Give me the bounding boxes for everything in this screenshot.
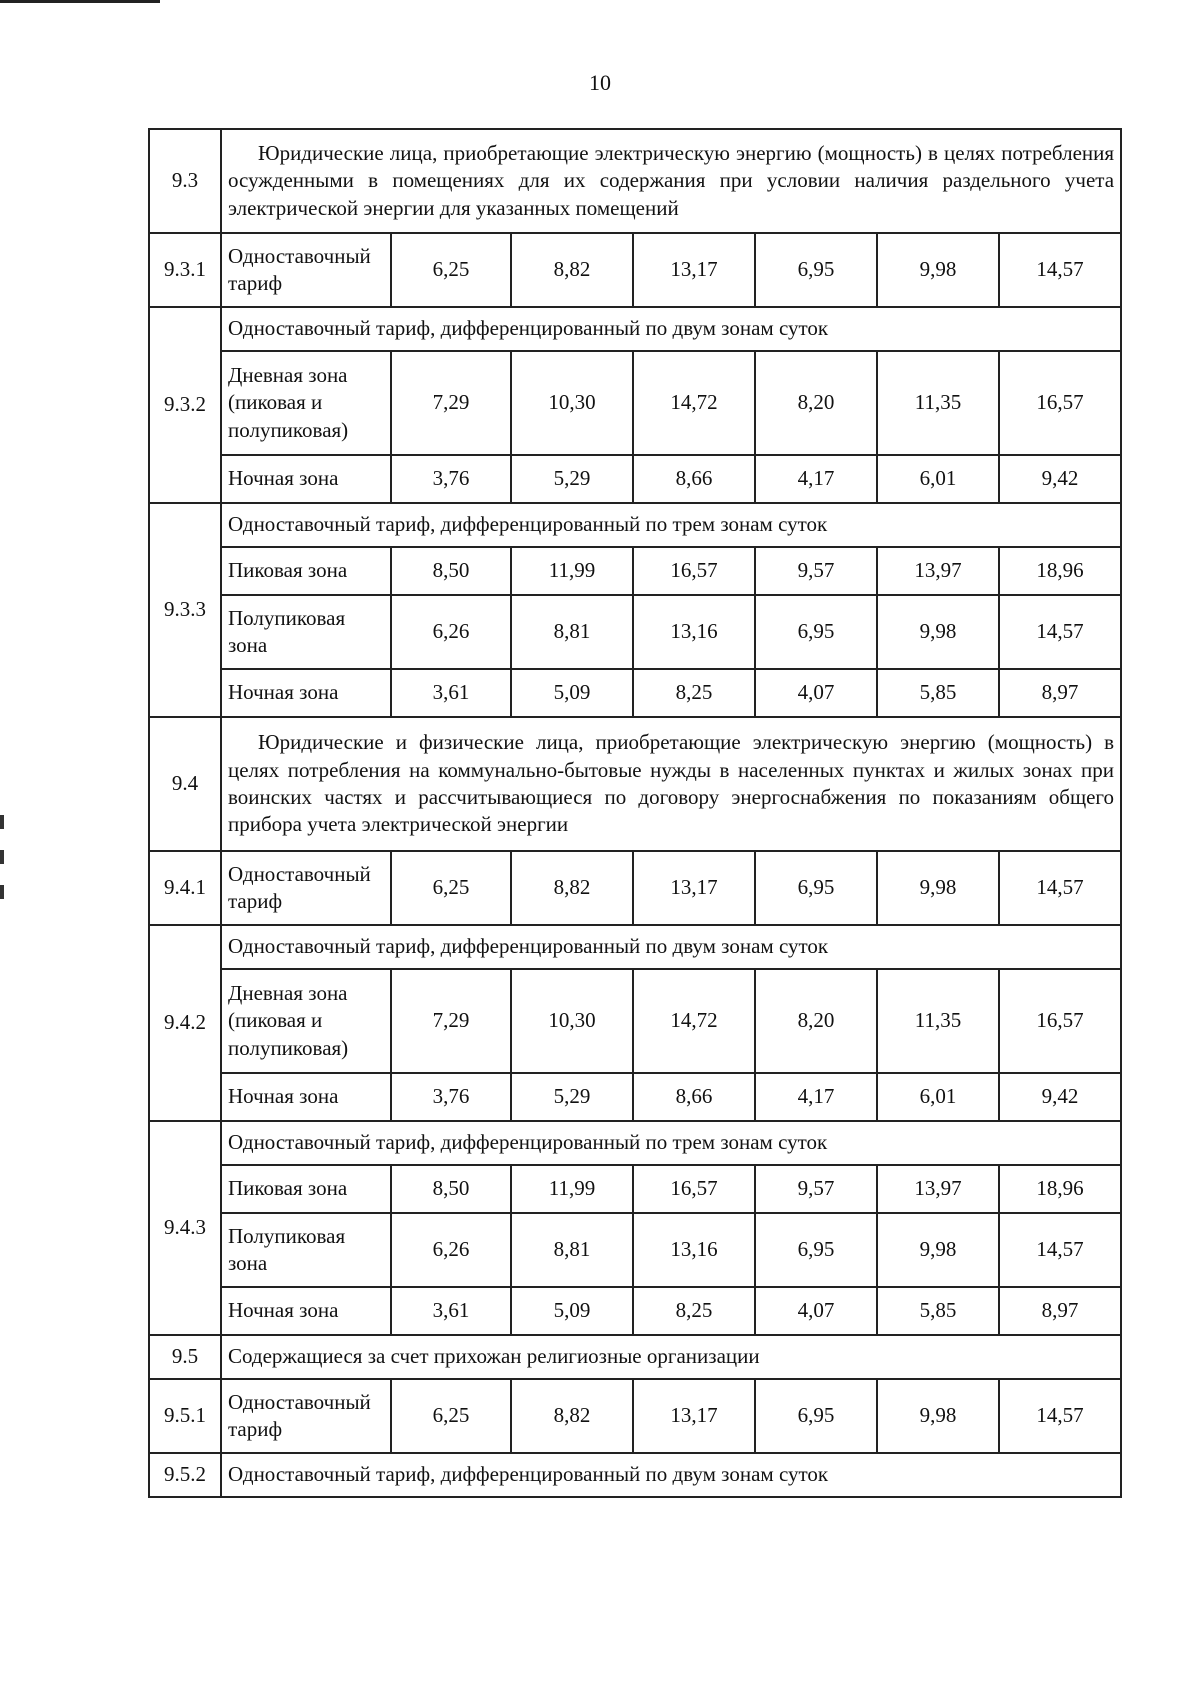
zone-label: Ночная зона: [221, 1073, 391, 1121]
tariff-value: 8,82: [511, 1379, 633, 1453]
tariff-value: 8,66: [633, 1073, 755, 1121]
row-code: 9.3.3: [149, 503, 221, 717]
tariff-value: 9,42: [999, 1073, 1121, 1121]
row-code: 9.4.2: [149, 925, 221, 1121]
row-code: 9.3: [149, 129, 221, 233]
zone-label: Дневная зона (пиковая и полупиковая): [221, 969, 391, 1073]
tariff-value: 3,61: [391, 1287, 511, 1335]
tariff-value: 9,98: [877, 1379, 999, 1453]
tariff-value: 14,72: [633, 969, 755, 1073]
table-row: [149, 925, 1121, 969]
tariff-value: 11,35: [877, 351, 999, 455]
tariff-value: 8,97: [999, 1287, 1121, 1335]
tariff-value: 5,85: [877, 1287, 999, 1335]
tariff-value: 3,61: [391, 669, 511, 717]
row-code: 9.4: [149, 717, 221, 851]
tariff-value: 14,57: [999, 851, 1121, 925]
page-number: 10: [589, 70, 611, 95]
table-row: [149, 455, 1121, 503]
tariff-label: Одноставочный тариф: [221, 233, 391, 307]
tariff-value: 16,57: [999, 969, 1121, 1073]
tariff-value: 6,95: [755, 851, 877, 925]
zone-label: Ночная зона: [221, 455, 391, 503]
tariff-value: 6,25: [391, 851, 511, 925]
tariff-value: 9,98: [877, 595, 999, 669]
tariff-value: 14,57: [999, 595, 1121, 669]
tariff-value: 18,96: [999, 547, 1121, 595]
row-code: 9.3.1: [149, 233, 221, 307]
tariff-value: 4,07: [755, 669, 877, 717]
table-row: [149, 1453, 1121, 1497]
tariff-value: 16,57: [633, 1165, 755, 1213]
tariff-value: 6,25: [391, 233, 511, 307]
table-row: [149, 1287, 1121, 1335]
tariff-value: 9,57: [755, 1165, 877, 1213]
zone-label: Полупиковая зона: [221, 595, 391, 669]
tariff-value: 8,82: [511, 233, 633, 307]
table-row: [149, 669, 1121, 717]
tariff-label: Одноставочный тариф: [221, 1379, 391, 1453]
tariff-value: 6,25: [391, 1379, 511, 1453]
table-row: [149, 851, 1121, 925]
tariff-value: 6,26: [391, 595, 511, 669]
table-row: [149, 351, 1121, 455]
row-code: 9.5.1: [149, 1379, 221, 1453]
top-rule: [0, 0, 160, 3]
row-code: 9.4.1: [149, 851, 221, 925]
section-text: Юридические и физические лица, приобретающие электрическую энергию (мощность) в целях потребления на коммунально-бытовые нужды в населенных пунктах и жилых зонах при воинских частях и рассчитывающиеся по договору энергоснабжения по показаниям общего прибора учета электрической энергии: [228, 730, 1115, 837]
tariff-label: Одноставочный тариф: [221, 851, 391, 925]
table-row: [149, 1121, 1121, 1165]
tariff-value: 6,95: [755, 233, 877, 307]
tariff-value: 3,76: [391, 1073, 511, 1121]
tariff-value: 9,98: [877, 851, 999, 925]
tariff-value: 8,97: [999, 669, 1121, 717]
table-row: [149, 547, 1121, 595]
section-heading: [221, 717, 1121, 851]
tariff-value: 7,29: [391, 351, 511, 455]
margin-mark: [0, 815, 4, 829]
tariff-value: 6,26: [391, 1213, 511, 1287]
zone-label: Полупиковая зона: [221, 1213, 391, 1287]
tariff-value: 5,85: [877, 669, 999, 717]
tariff-value: 8,20: [755, 351, 877, 455]
tariff-value: 5,29: [511, 455, 633, 503]
table-row: [149, 717, 1121, 851]
tariff-value: 7,29: [391, 969, 511, 1073]
table-row: [149, 1379, 1121, 1453]
tariff-value: 8,50: [391, 1165, 511, 1213]
table-row: [149, 233, 1121, 307]
tariff-value: 11,99: [511, 1165, 633, 1213]
table-row: [149, 1335, 1121, 1379]
subsection-heading: Одноставочный тариф, дифференцированный по двум зонам суток: [221, 925, 1121, 969]
tariff-value: 9,98: [877, 233, 999, 307]
subsection-heading: Одноставочный тариф, дифференцированный по двум зонам суток: [221, 307, 1121, 351]
tariff-value: 16,57: [633, 547, 755, 595]
subsection-heading: Одноставочный тариф, дифференцированный по трем зонам суток: [221, 503, 1121, 547]
tariff-value: 3,76: [391, 455, 511, 503]
section-text: Юридические лица, приобретающие электрическую энергию (мощность) в целях потребления осужденными в помещениях для их содержания при условии наличия раздельного учета электрической энергии для указанных помещений: [228, 141, 1115, 220]
tariff-value: 9,98: [877, 1213, 999, 1287]
tariff-value: 18,96: [999, 1165, 1121, 1213]
tariff-value: 13,97: [877, 1165, 999, 1213]
subsection-heading: Одноставочный тариф, дифференцированный по трем зонам суток: [221, 1121, 1121, 1165]
tariff-value: 11,35: [877, 969, 999, 1073]
tariff-value: 4,17: [755, 455, 877, 503]
tariff-value: 8,66: [633, 455, 755, 503]
row-code: 9.5.2: [149, 1453, 221, 1497]
tariff-value: 13,16: [633, 1213, 755, 1287]
tariff-value: 6,01: [877, 1073, 999, 1121]
row-code: 9.4.3: [149, 1121, 221, 1335]
zone-label: Ночная зона: [221, 1287, 391, 1335]
table-row: [149, 1073, 1121, 1121]
tariff-value: 14,72: [633, 351, 755, 455]
table-row: [149, 129, 1121, 233]
margin-mark: [0, 885, 4, 899]
tariff-value: 5,09: [511, 669, 633, 717]
tariff-value: 14,57: [999, 1379, 1121, 1453]
table-row: [149, 969, 1121, 1073]
tariff-value: 14,57: [999, 233, 1121, 307]
section-heading: [221, 129, 1121, 233]
tariff-value: 14,57: [999, 1213, 1121, 1287]
row-code: 9.5: [149, 1335, 221, 1379]
tariff-value: 13,17: [633, 233, 755, 307]
tariff-value: 13,17: [633, 1379, 755, 1453]
table-row: [149, 503, 1121, 547]
zone-label: Пиковая зона: [221, 1165, 391, 1213]
tariff-value: 9,42: [999, 455, 1121, 503]
tariff-value: 6,95: [755, 1379, 877, 1453]
tariff-value: 5,29: [511, 1073, 633, 1121]
tariff-value: 8,81: [511, 595, 633, 669]
tariff-value: 4,17: [755, 1073, 877, 1121]
tariff-value: 11,99: [511, 547, 633, 595]
tariff-value: 5,09: [511, 1287, 633, 1335]
tariff-value: 8,20: [755, 969, 877, 1073]
tariff-value: 8,25: [633, 1287, 755, 1335]
tariff-value: 8,81: [511, 1213, 633, 1287]
row-code: 9.3.2: [149, 307, 221, 503]
tariff-value: 8,82: [511, 851, 633, 925]
tariff-value: 10,30: [511, 969, 633, 1073]
tariff-value: 4,07: [755, 1287, 877, 1335]
tariff-value: 9,57: [755, 547, 877, 595]
zone-label: Дневная зона (пиковая и полупиковая): [221, 351, 391, 455]
table-row: [149, 307, 1121, 351]
table-row: [149, 1165, 1121, 1213]
tariff-value: 6,95: [755, 1213, 877, 1287]
tariff-value: 13,16: [633, 595, 755, 669]
section-heading: Содержащиеся за счет прихожан религиозные организации: [221, 1335, 1121, 1379]
tariff-value: 6,95: [755, 595, 877, 669]
tariff-value: 8,50: [391, 547, 511, 595]
tariff-value: 10,30: [511, 351, 633, 455]
table-row: [149, 1213, 1121, 1287]
tariff-value: 8,25: [633, 669, 755, 717]
subsection-heading: Одноставочный тариф, дифференцированный по двум зонам суток: [221, 1453, 1121, 1497]
tariff-value: 13,97: [877, 547, 999, 595]
tariff-value: 13,17: [633, 851, 755, 925]
tariff-value: 6,01: [877, 455, 999, 503]
zone-label: Ночная зона: [221, 669, 391, 717]
tariff-value: 16,57: [999, 351, 1121, 455]
table-row: [149, 595, 1121, 669]
zone-label: Пиковая зона: [221, 547, 391, 595]
margin-mark: [0, 850, 4, 864]
tariff-table: [148, 128, 1122, 1498]
